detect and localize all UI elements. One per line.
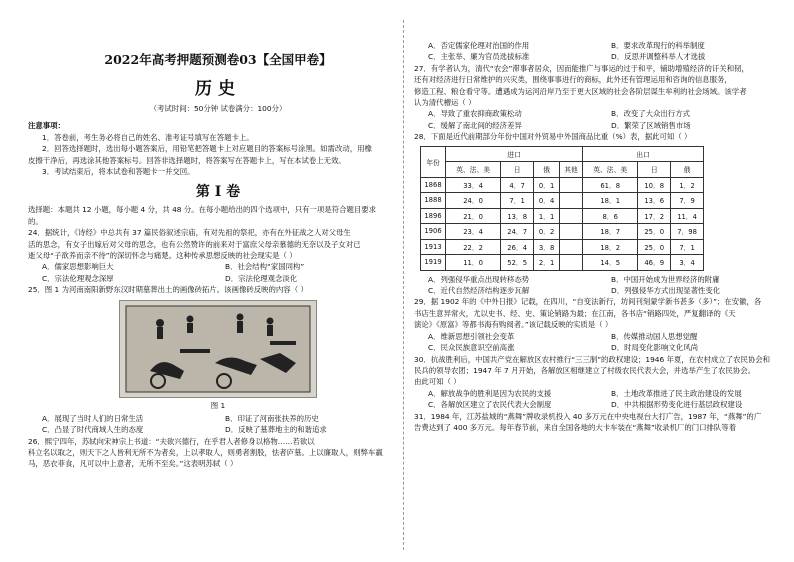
- q30-stem: 30．抗战胜利后，中国共产党在解放区农村推行“三三制”的政权建设；1946 年夏，在农村成立了农民协会和: [414, 354, 771, 364]
- option[interactable]: A．展现了当时人们的日常生活: [42, 413, 144, 423]
- table-row: [421, 177, 704, 193]
- table-cell: 8．6: [583, 208, 638, 224]
- option[interactable]: C．宗法伦理观念深厚: [42, 273, 114, 283]
- notice-heading: 注意事项：: [28, 121, 65, 131]
- table-row: [421, 255, 704, 271]
- table-cell: 11．0: [446, 255, 501, 271]
- table-cell: 3．8: [534, 239, 560, 255]
- table-header-row: [421, 146, 704, 162]
- option[interactable]: A．否定儒家伦理对治国的作用: [428, 41, 530, 50]
- table-cell: 24．0: [446, 193, 501, 209]
- table-cell: 1888: [421, 193, 446, 209]
- option[interactable]: C．民众民族意识空前高涨: [428, 343, 515, 353]
- q26-options: [414, 40, 794, 63]
- table-cell: 13．6: [638, 193, 671, 209]
- table-cell: 7．98: [671, 224, 704, 240]
- q24-stem: 24．据统计，《诗经》中总共有 37 篇民俗叙述宗庙，有对先祖的祭祀，亦有在外征战之人对父母生: [28, 228, 351, 238]
- rubbing-figure: [119, 300, 317, 398]
- table-cell: 22．2: [446, 239, 501, 255]
- table-cell: 18．7: [583, 224, 638, 240]
- option[interactable]: D．中共根据形势变化进行基层政权建设: [611, 400, 743, 410]
- notice-item: 3．考试结束后，将本试卷和答题卡一并交回。: [42, 167, 195, 177]
- table-cell: [560, 193, 583, 209]
- notice-item: 1．答卷前，考生务必将自己的姓名、准考证号填写在答题卡上。: [42, 132, 254, 142]
- option[interactable]: B．中国开始成为世界经济的附庸: [611, 274, 720, 284]
- table-cell: 1．1: [534, 208, 560, 224]
- q30-stem: 由此可知（ ）: [414, 377, 461, 387]
- rubbing-image: [120, 301, 316, 397]
- option[interactable]: D．时局变化影响文化风尚: [611, 343, 698, 353]
- column-divider: [403, 20, 405, 550]
- table-cell: 24．7: [501, 224, 534, 240]
- option[interactable]: D．列强侵华方式出现显著性变化: [611, 286, 721, 296]
- column-header: 英、法、美: [583, 162, 638, 178]
- export-header: 出口: [583, 146, 704, 162]
- table-cell: 0．2: [534, 224, 560, 240]
- table-subheader-row: [421, 162, 704, 178]
- option[interactable]: D．反思并调整科举人才选拔: [611, 52, 706, 62]
- option[interactable]: D．宗法伦理观念淡化: [225, 273, 298, 283]
- q31-stem: 31．1984 年，江苏盐城的“燕舞”牌收录机投入 40 多万元在中央电视台大打广告，1987 年，“燕舞”的广: [414, 411, 762, 421]
- table-cell: 52．5: [501, 255, 534, 271]
- table-cell: 18．2: [583, 239, 638, 255]
- table-cell: 17．2: [638, 208, 671, 224]
- table-cell: [560, 255, 583, 271]
- table-row: [421, 224, 704, 240]
- q25-options: [28, 413, 408, 436]
- column-header: 其他: [560, 162, 583, 178]
- q30-options: [414, 388, 794, 411]
- right-column: [414, 0, 794, 562]
- table-cell: 0．1: [534, 177, 560, 193]
- option[interactable]: A．维新思想引领社会变革: [428, 331, 515, 341]
- q26-stem: 马，恶衣菲食，凡可以中上意者，无所不至矣。”这表明苏轼（ ）: [28, 459, 238, 469]
- column-header: 英、法、美: [446, 162, 501, 178]
- column-header: 俄: [534, 162, 560, 178]
- q27-stem: 还有对经济进行日常维护的兴灾类，围绕事事进行的商标，此外还有管理运用和咨询的信息服务，: [414, 75, 732, 85]
- table-cell: 33．4: [446, 177, 501, 193]
- section-intro: 选择题：本题共 12 小题，每小题 4 分，共 48 分。在每小题给出的四个选项中，只有一项是符合题目要求: [28, 205, 377, 215]
- q31-stem: 告费达到了 400 多万元。每年春节前，来自全国各地的大卡车装在“燕舞”收录机厂的门口排队等着: [414, 422, 737, 432]
- table-row: [421, 239, 704, 255]
- table-row: [421, 208, 704, 224]
- option[interactable]: B．传媒推动国人思想觉醒: [611, 331, 698, 341]
- table-cell: 7．1: [501, 193, 534, 209]
- table-cell: 23．4: [446, 224, 501, 240]
- column-header: 俄: [671, 162, 704, 178]
- option[interactable]: A．列强侵华重点出现转移态势: [428, 274, 530, 284]
- table-cell: 14．5: [583, 255, 638, 271]
- table-cell: 26．4: [501, 239, 534, 255]
- option[interactable]: B．改变了大众出行方式: [611, 109, 690, 119]
- q27-stem: 27．有学者认为，清代“农会”滞事者居众，因而能推广与事运的过于和平，铺助增殖经济的讦关和韧，: [414, 63, 749, 73]
- table-cell: 7．1: [671, 239, 704, 255]
- table-cell: 0．4: [534, 193, 560, 209]
- table-cell: 25．0: [638, 239, 671, 255]
- q26-stem: 26．熙宁四年，苏轼向宋神宗上书道：“夫欲兴德行，在乎君人者修身以格物……若欲以: [28, 436, 315, 446]
- q24-stem: 逝父母“子欲养而亲不待”的深切怀念与痛楚。这种传承思想反映的社会现实是（ ）: [28, 251, 297, 261]
- table-cell: 1．2: [671, 177, 704, 193]
- column-header: 日: [638, 162, 671, 178]
- subject-title: 历史: [195, 79, 241, 99]
- table-cell: 1896: [421, 208, 446, 224]
- exam-title: 2022年高考押题预测卷03【全国甲卷】: [104, 52, 332, 67]
- table-cell: 1919: [421, 255, 446, 271]
- q27-stem: 修造工程、粮仓看守等。遭遇成为运河沿岸乃至于更大区域的社会各阶层谋生牟利的社会场域。该学者: [414, 86, 747, 96]
- q25-stem: 25．图 1 为河南南阳新野东汉时期墓葬出土的画像砖拓片。该画像砖反映的内容（ ）: [28, 285, 308, 295]
- notice-item: 2．回答选择题时，选出每小题答案后，用铅笔把答题卡上对应题目的答案标号涂黑。如需改动，用橡: [42, 144, 372, 154]
- option[interactable]: B．印证了河南张扶养的历史: [225, 413, 319, 423]
- volume-title: 第 I 卷: [195, 184, 241, 201]
- option[interactable]: D．反映了墓葬地主的和谐追求: [225, 425, 327, 435]
- table-cell: 1913: [421, 239, 446, 255]
- option[interactable]: C．缓解了南北间的经济差异: [428, 120, 522, 130]
- option[interactable]: D．繁荣了区域销售市场: [611, 120, 691, 130]
- option[interactable]: A．导致了重农抑商政策松动: [428, 109, 522, 119]
- year-header: 年份: [421, 146, 446, 177]
- table-cell: 46．9: [638, 255, 671, 271]
- option[interactable]: B．社会结构“家国同构”: [225, 262, 305, 272]
- q24-options: [28, 261, 408, 284]
- table-cell: 4．7: [501, 177, 534, 193]
- import-header: 进口: [446, 146, 583, 162]
- table-cell: 18．1: [583, 193, 638, 209]
- trade-table: [420, 146, 704, 271]
- q27-stem: 认为清代槽运（ ）: [414, 98, 476, 108]
- figure-caption: 图 1: [210, 400, 226, 410]
- q28-stem: 28．下面是近代前期部分年份中国对外贸易中外国商品比重（%）表，据此可知（ ）: [414, 132, 692, 142]
- table-cell: 7．9: [671, 193, 704, 209]
- table-row: [421, 193, 704, 209]
- column-header: 日: [501, 162, 534, 178]
- table-cell: 21．0: [446, 208, 501, 224]
- option[interactable]: C．主张举、廉为官员选拔标准: [428, 52, 530, 62]
- q29-stem: 演论》《原富》等都书海有购阅者。”该记载反映的实质是（ ）: [414, 320, 613, 330]
- table-cell: [560, 177, 583, 193]
- table-cell: [560, 208, 583, 224]
- notice-item: 皮擦干净后，再选涂其他答案标号。回答非选择题时，将答案写在答题卡上，写在本试卷上无效。: [28, 155, 346, 165]
- exam-meta: （考试时间：50分钟 试卷满分：100分）: [149, 104, 287, 113]
- option[interactable]: B．要求改革现行的科举制度: [611, 41, 705, 50]
- table-cell: 13．8: [501, 208, 534, 224]
- table-cell: [560, 239, 583, 255]
- option[interactable]: C．各解放区建立了农民代表大会制度: [428, 400, 552, 410]
- table-cell: 1868: [421, 177, 446, 193]
- q27-options: [414, 108, 794, 131]
- table-cell: 2．1: [534, 255, 560, 271]
- table-cell: 3．4: [671, 255, 704, 271]
- q29-stem: 书店生意异常火，尤以史书、经、史、策论销路为最；在江南，各书店“销路四处，严复翻译的《天: [414, 308, 736, 318]
- table-cell: [560, 224, 583, 240]
- option[interactable]: C．凸显了时代商域人生的态度: [42, 425, 144, 435]
- option[interactable]: A．解放战争的胜利是因为农民的支援: [428, 388, 552, 398]
- table-cell: 10．8: [638, 177, 671, 193]
- option[interactable]: B．土地改革推进了民主政治建设的发展: [611, 388, 742, 398]
- q26-stem: 科立名以取之，则天下之人皆利无所不为者矣，上以孝取人，则勇者割股，怯者庐墓。上以廉取人，则弊车羸: [28, 447, 383, 457]
- table-cell: 1906: [421, 224, 446, 240]
- section-intro: 的。: [28, 216, 43, 226]
- table-cell: 11．4: [671, 208, 704, 224]
- option[interactable]: A．儒家思想影响巨大: [42, 262, 114, 272]
- left-column: [28, 0, 408, 562]
- table-cell: 61．8: [583, 177, 638, 193]
- table-cell: 25．0: [638, 224, 671, 240]
- q24-stem: 活的思念，有女子出嫁后对父母的思念，也有公然赞许的前来对于富庶父母亲慕德的无奈以及子女对已: [28, 239, 361, 249]
- q29-options: [414, 331, 794, 354]
- q29-stem: 29．据 1902 年的《中外日报》记载，在四川，“自变法新行，坊间刊刻蒙学新书甚多（多）”；在安徽，各: [414, 297, 762, 307]
- q30-stem: 民兵的领导农团；1947 年 7 月开始，各解放区相继建立了村级农民代表大会，并选举产生了农民协会。: [414, 365, 755, 375]
- q28-options: [414, 274, 794, 297]
- option[interactable]: C．近代自然经济结构逐步瓦解: [428, 286, 530, 296]
